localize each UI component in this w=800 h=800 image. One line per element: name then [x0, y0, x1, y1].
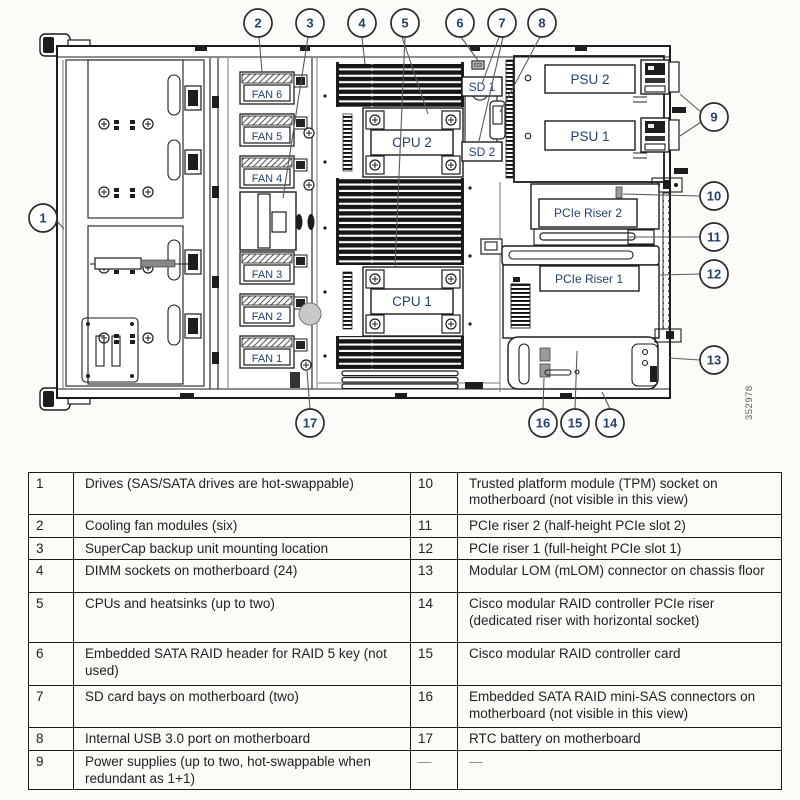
legend-desc-cell: DIMM sockets on motherboard (24) [74, 560, 411, 593]
dimm-bank-middle [338, 178, 462, 265]
sd2-label: SD 2 [468, 145, 496, 159]
legend-desc-cell: Cisco modular RAID controller card [458, 643, 782, 686]
motherboard-edge-connector [506, 60, 513, 178]
legend-num-cell: 14 [411, 593, 458, 643]
legend-num-cell: 12 [411, 538, 458, 560]
legend-desc-cell: Cisco modular RAID controller PCIe riser (dedicated riser with horizontal socket) [458, 593, 782, 643]
legend-num-cell: 8 [29, 728, 74, 751]
callout-17 [296, 409, 324, 437]
mini-sas-connector [540, 348, 550, 361]
legend-desc-cell: Trusted platform module (TPM) socket on motherboard (not visible in this view) [458, 473, 782, 515]
fan2-label: FAN 2 [251, 311, 283, 323]
legend-num-cell: 9 [29, 751, 74, 790]
svg-text:1: 1 [39, 210, 47, 226]
cpu2-heatsink [363, 108, 463, 177]
legend-num-cell: 3 [29, 538, 74, 560]
svg-text:5: 5 [401, 15, 409, 31]
tpm-socket-marker [616, 187, 622, 198]
legend-num-cell: 4 [29, 560, 74, 593]
callout-13 [700, 346, 728, 374]
legend-table [28, 472, 782, 790]
callout-1 [29, 204, 57, 232]
legend-num-cell: 11 [411, 515, 458, 538]
cpu1-power-connector [343, 272, 352, 329]
legend-desc-cell: Modular LOM (mLOM) connector on chassis floor [458, 560, 782, 593]
callout-10 [700, 182, 728, 210]
legend-row [29, 728, 782, 751]
callout-5 [391, 9, 419, 37]
dimm-bank-bottom [338, 336, 462, 369]
cpu2-label: CPU 2 [392, 135, 432, 150]
fan-wall-connector [290, 372, 300, 388]
dimm-bank-top [338, 62, 462, 107]
legend-num-cell: 10 [411, 473, 458, 515]
legend-row [29, 686, 782, 728]
psu1-handle [641, 118, 679, 152]
legend-num-cell: — [411, 751, 458, 790]
legend-num-cell: 17 [411, 728, 458, 751]
pcie-riser1-label: PCIe Riser 1 [554, 272, 624, 286]
figure-number: 352978 [744, 385, 755, 420]
legend-row [29, 643, 782, 686]
callout-4 [348, 9, 376, 37]
pcie-riser1 [503, 265, 659, 338]
legend-desc-cell: PCIe riser 1 (full-height PCIe slot 1) [458, 538, 782, 560]
legend-desc-cell: RTC battery on motherboard [458, 728, 782, 751]
legend-row [29, 515, 782, 538]
svg-text:2: 2 [254, 15, 262, 31]
fan3-label: FAN 3 [251, 269, 283, 281]
legend-desc-cell: Power supplies (up to two, hot-swappable when redundant as 1+1) [74, 751, 411, 790]
legend-desc-cell: Embedded SATA RAID mini-SAS connectors on motherboard (not visible in this view) [458, 686, 782, 728]
svg-text:12: 12 [706, 266, 722, 282]
callout-15 [561, 409, 589, 437]
fan-wall-screw [304, 128, 314, 138]
callout-3 [296, 9, 324, 37]
legend-desc-cell: SuperCap backup unit mounting location [74, 538, 411, 560]
callout-11 [700, 223, 728, 251]
svg-text:8: 8 [538, 15, 546, 31]
callout-8 [528, 9, 556, 37]
svg-text:17: 17 [302, 415, 318, 431]
pcie-riser2-label: PCIe Riser 2 [553, 206, 623, 220]
legend-desc-cell: PCIe riser 2 (half-height PCIe slot 2) [458, 515, 782, 538]
legend-row [29, 751, 782, 790]
legend-num-cell: 5 [29, 593, 74, 643]
legend-row [29, 473, 782, 515]
svg-text:10: 10 [706, 188, 722, 204]
svg-text:11: 11 [707, 229, 721, 245]
psu2-label: PSU 2 [570, 72, 610, 87]
legend-row [29, 560, 782, 593]
callout-16 [529, 409, 557, 437]
legend-num-cell: 6 [29, 643, 74, 686]
legend-desc-cell: Drives (SAS/SATA drives are hot-swappable) [74, 473, 411, 515]
legend-desc-cell: Internal USB 3.0 port on motherboard [74, 728, 411, 751]
rtc-battery [299, 303, 321, 325]
fan5-label: FAN 5 [251, 131, 283, 143]
svg-text:9: 9 [710, 109, 718, 125]
battery-holder-screw [301, 360, 311, 370]
cpu1-heatsink [363, 267, 463, 336]
legend-row [29, 593, 782, 643]
callout-2 [244, 9, 272, 37]
callout-14 [596, 409, 624, 437]
mlom-raid-bay [508, 337, 658, 389]
legend-row [29, 538, 782, 560]
legend-num-cell: 1 [29, 473, 74, 515]
svg-text:7: 7 [498, 15, 506, 31]
dimm-slot-empty [342, 378, 458, 383]
riser1-heatsink [511, 284, 530, 328]
fan6-label: FAN 6 [251, 89, 283, 101]
svg-text:6: 6 [456, 15, 464, 31]
sd1-label: SD 1 [468, 80, 496, 94]
dimm-slot-empty [342, 384, 458, 389]
callout-6 [446, 9, 474, 37]
svg-text:14: 14 [602, 415, 618, 431]
legend-num-cell: 2 [29, 515, 74, 538]
callout-9 [700, 103, 728, 131]
legend-desc-cell: Cooling fan modules (six) [74, 515, 411, 538]
callout-7 [488, 9, 516, 37]
supercap-mount [240, 192, 296, 250]
legend-desc-cell: — [458, 751, 782, 790]
svg-text:3: 3 [306, 15, 314, 31]
callout-12 [700, 260, 728, 288]
riser1-handle-bar [502, 246, 659, 265]
dimm-slot-empty [342, 371, 458, 376]
legend-num-cell: 15 [411, 643, 458, 686]
legend-desc-cell: CPUs and heatsinks (up to two) [74, 593, 411, 643]
legend-num-cell: 16 [411, 686, 458, 728]
cpu1-label: CPU 1 [392, 294, 432, 309]
svg-text:15: 15 [567, 415, 583, 431]
legend-desc-cell: SD card bays on motherboard (two) [74, 686, 411, 728]
psu2-handle [641, 60, 679, 94]
fan-wall-screw [304, 180, 314, 190]
fan1-label: FAN 1 [251, 353, 283, 365]
cpu2-power-connector [343, 114, 352, 171]
legend-num-cell: 13 [411, 560, 458, 593]
fan4-label: FAN 4 [251, 173, 283, 185]
svg-text:16: 16 [535, 415, 551, 431]
svg-text:13: 13 [706, 352, 722, 368]
legend-num-cell: 7 [29, 686, 74, 728]
psu1-label: PSU 1 [570, 129, 610, 144]
svg-text:4: 4 [358, 15, 366, 31]
legend-desc-cell: Embedded SATA RAID header for RAID 5 key (not used) [74, 643, 411, 686]
riser-right-rail [663, 193, 670, 329]
